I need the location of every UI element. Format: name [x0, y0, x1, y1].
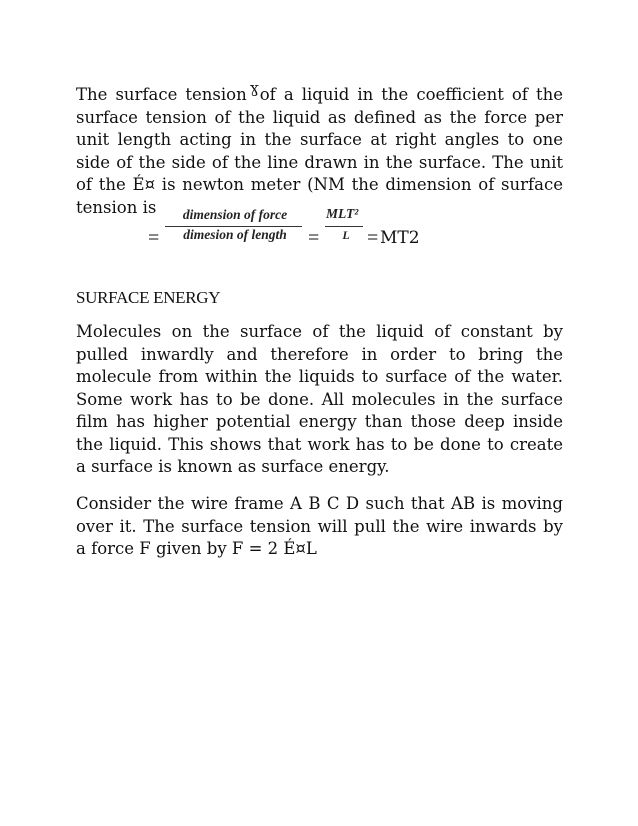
- wire-frame-paragraph: Consider the wire frame A B C D such that AB is moving over it. The surface tension will pull the wire inwards by a force F given by F = 2 É¤L: [76, 494, 563, 558]
- equals-sign: =: [308, 227, 320, 249]
- gamma-symbol: ɣ: [249, 79, 259, 97]
- intro-text-rest: of a liquid in the coefficient of the surface tension of the liquid as defined as the force per unit length acting in the surface at right angles to one side of the side of the line drawn in the surface. The unit of the É¤ is newton meter (NM the dimension of surface tension is: [76, 85, 563, 217]
- section-heading: SURFACE ENERGY: [76, 288, 221, 307]
- intro-text-start: The surface tension: [76, 85, 247, 104]
- fraction-bar: [165, 226, 302, 227]
- equals-sign: =: [148, 227, 160, 249]
- surface-energy-paragraph: Molecules on the surface of the liquid of constant by pulled inwardly and therefore in order to bring the molecule from within the liquids to surface of the water. Some work has to be done. All molecules in the surface film has higher potential energy than those deep inside the liquid. This shows that work has to be done to create a surface is known as surface energy.: [76, 322, 563, 476]
- fraction-denominator: dimesion of length: [183, 227, 287, 242]
- fraction2-numerator: MLT²: [326, 206, 359, 221]
- intro-paragraph: [76, 79, 563, 219]
- fraction2-bar: [325, 226, 363, 227]
- equals-sign: =: [367, 227, 379, 249]
- fraction2-denominator: L: [342, 228, 350, 242]
- fraction-numerator: dimension of force: [182, 207, 288, 222]
- formula-result: MT2: [380, 228, 420, 248]
